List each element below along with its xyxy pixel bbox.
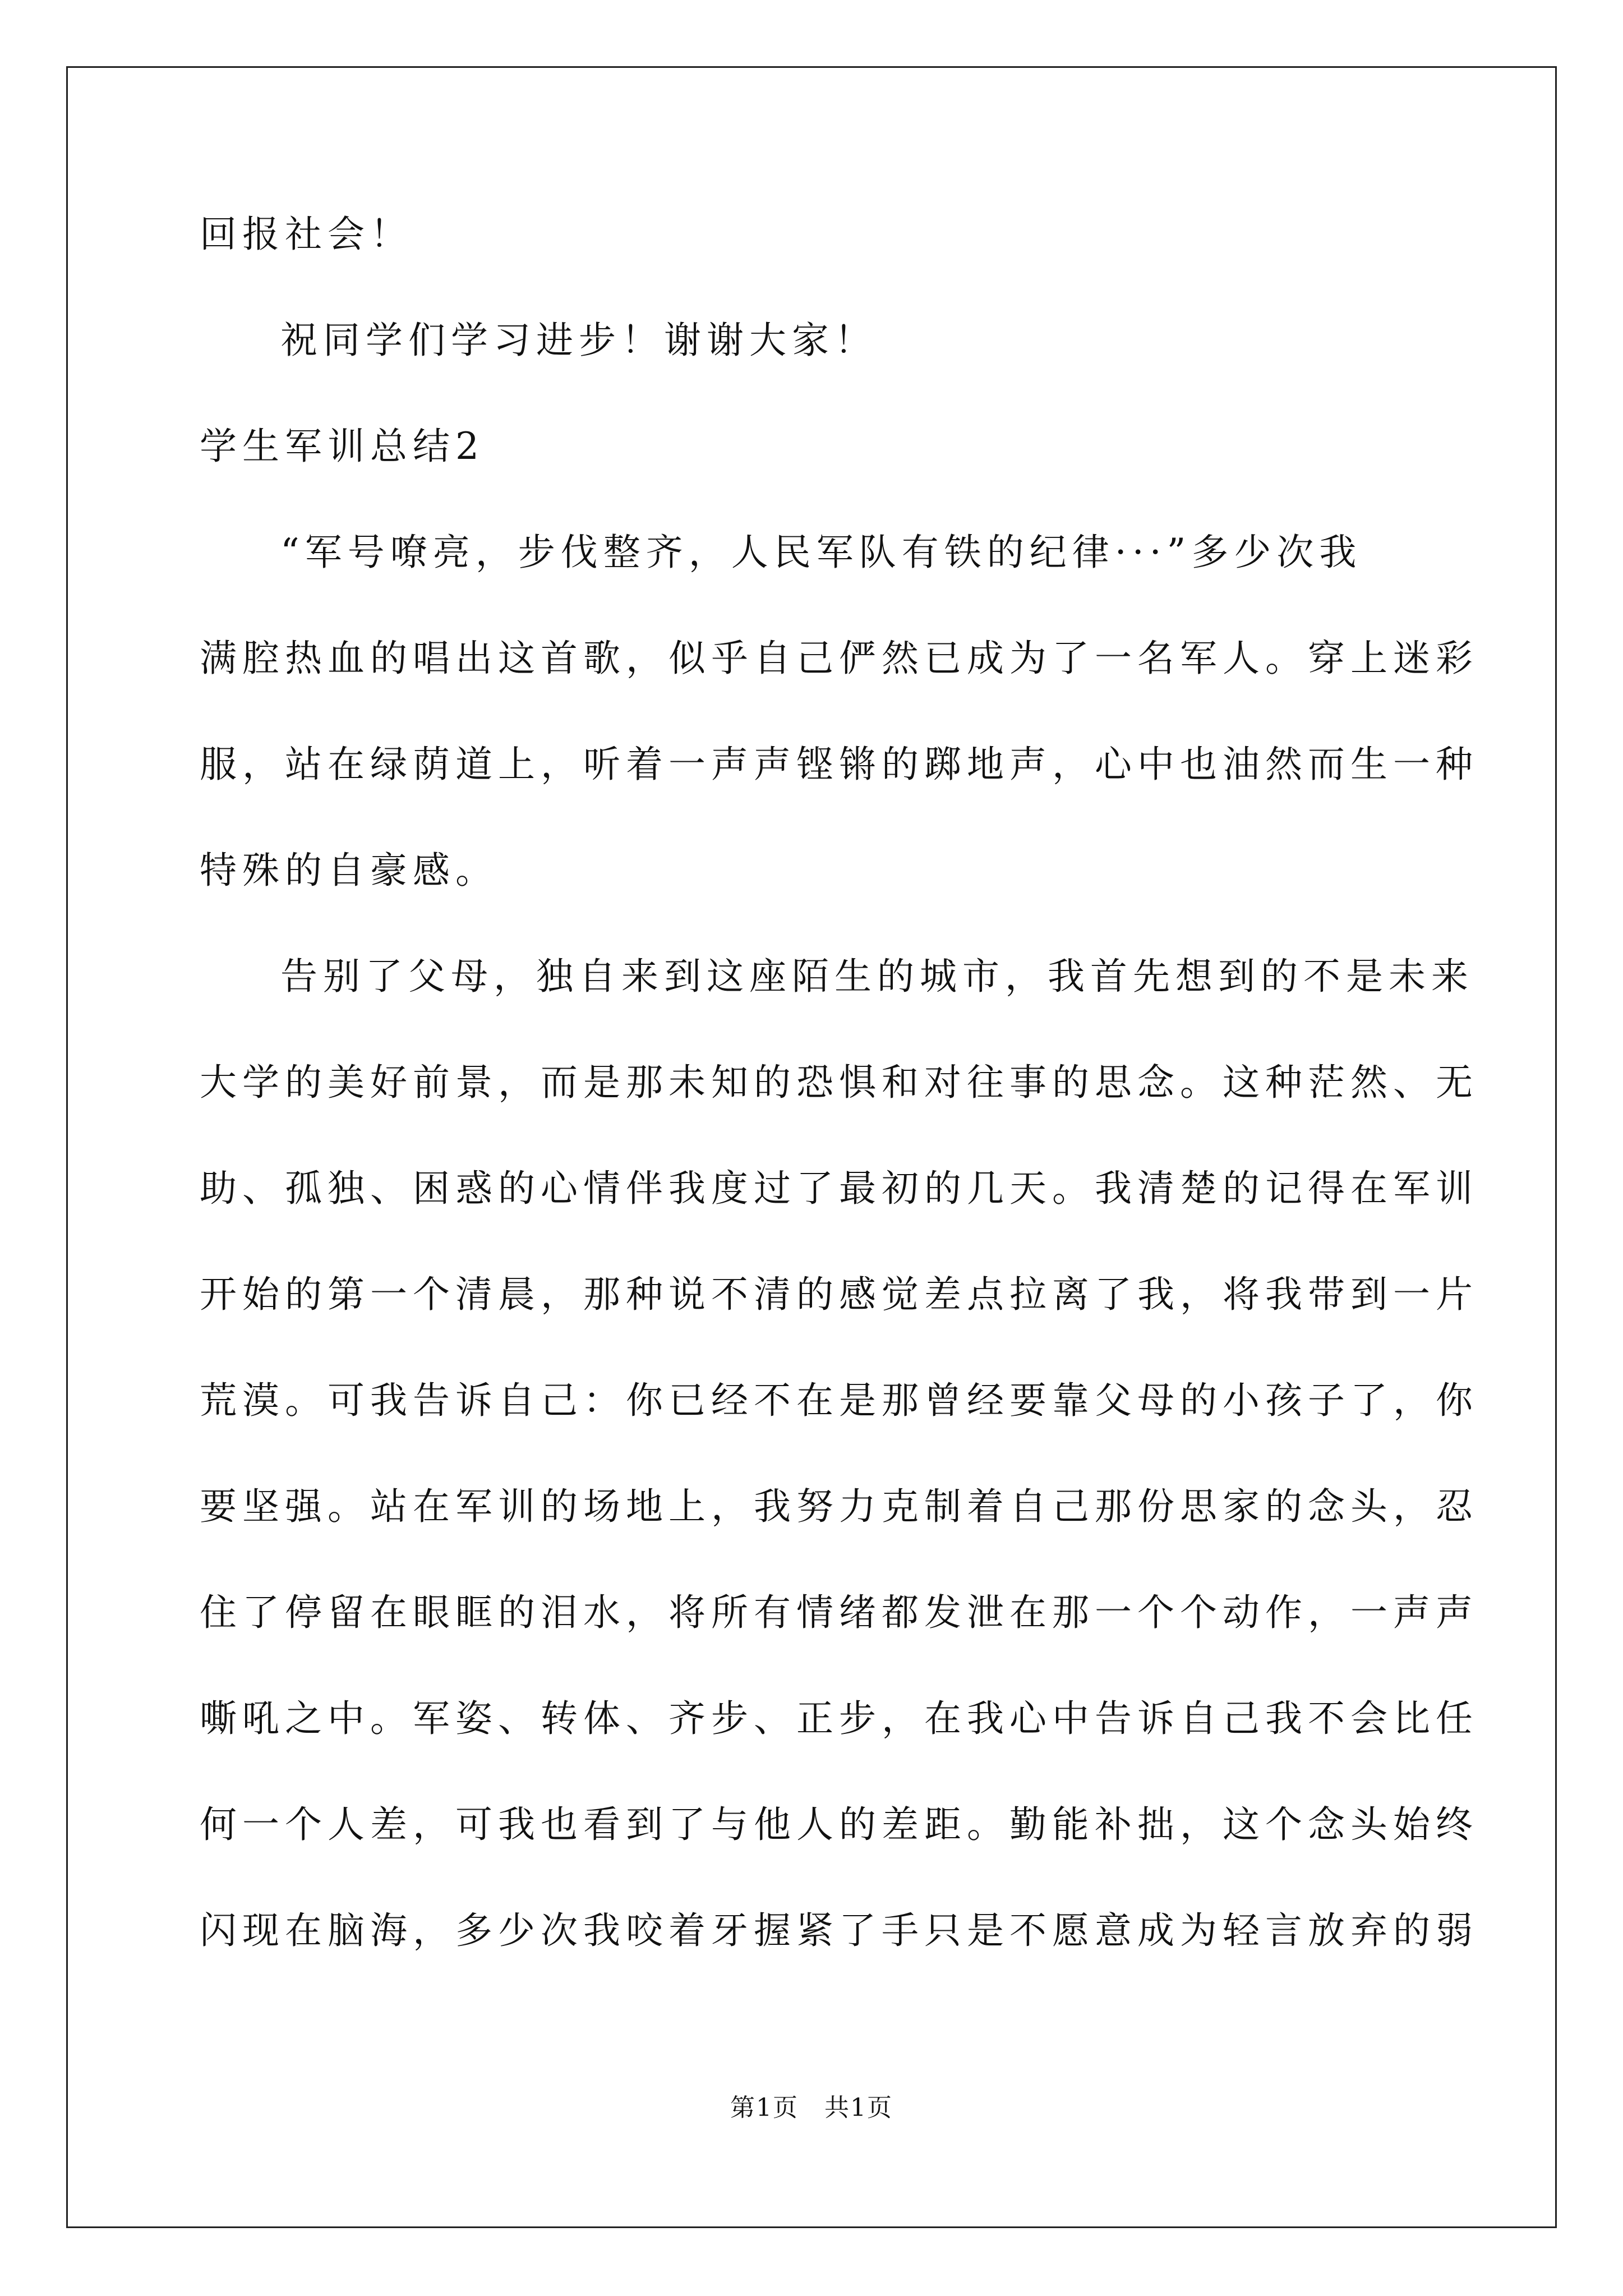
text-line: 特殊的自豪感。	[200, 849, 498, 892]
text-line: “军号嘹亮，步伐整齐，人民军队有铁的纪律···”多少次我	[280, 531, 1362, 574]
text-line: 嘶吼之中。军姿、转体、齐步、正步，在我心中告诉自己我不会比任	[200, 1697, 1478, 1740]
text-line: 开始的第一个清晨，那种说不清的感觉差点拉离了我，将我带到一片	[200, 1273, 1478, 1316]
text-line: 大学的美好前景，而是那未知的恐惧和对往事的思念。这种茫然、无	[200, 1061, 1478, 1104]
text-line: 要坚强。站在军训的场地上，我努力克制着自己那份思家的念头，忍	[200, 1485, 1478, 1528]
text-line: 助、孤独、困惑的心情伴我度过了最初的几天。我清楚的记得在军训	[200, 1167, 1478, 1210]
page-border	[66, 66, 1557, 2228]
text-line: 住了停留在眼眶的泪水，将所有情绪都发泄在那一个个动作，一声声	[200, 1591, 1478, 1634]
text-line: 告别了父母，独自来到这座陌生的城市，我首先想到的不是未来	[280, 955, 1474, 998]
text-line: 满腔热血的唱出这首歌，似乎自己俨然已成为了一名军人。穿上迷彩	[200, 637, 1478, 680]
text-line: 荒漠。可我告诉自己：你已经不在是那曾经要靠父母的小孩子了，你	[200, 1379, 1478, 1422]
text-line: 闪现在脑海，多少次我咬着牙握紧了手只是不愿意成为轻言放弃的弱	[200, 1909, 1478, 1952]
page-number-footer: 第1页 共1页	[730, 2093, 893, 2122]
text-line: 何一个人差，可我也看到了与他人的差距。勤能补拙，这个念头始终	[200, 1803, 1478, 1846]
text-line: 回报社会！	[200, 213, 413, 256]
text-line: 祝同学们学习进步！谢谢大家！	[280, 319, 877, 362]
text-line: 服，站在绿荫道上，听着一声声铿锵的踯地声，心中也油然而生一种	[200, 743, 1478, 786]
section-heading: 学生军训总结2	[200, 425, 485, 468]
